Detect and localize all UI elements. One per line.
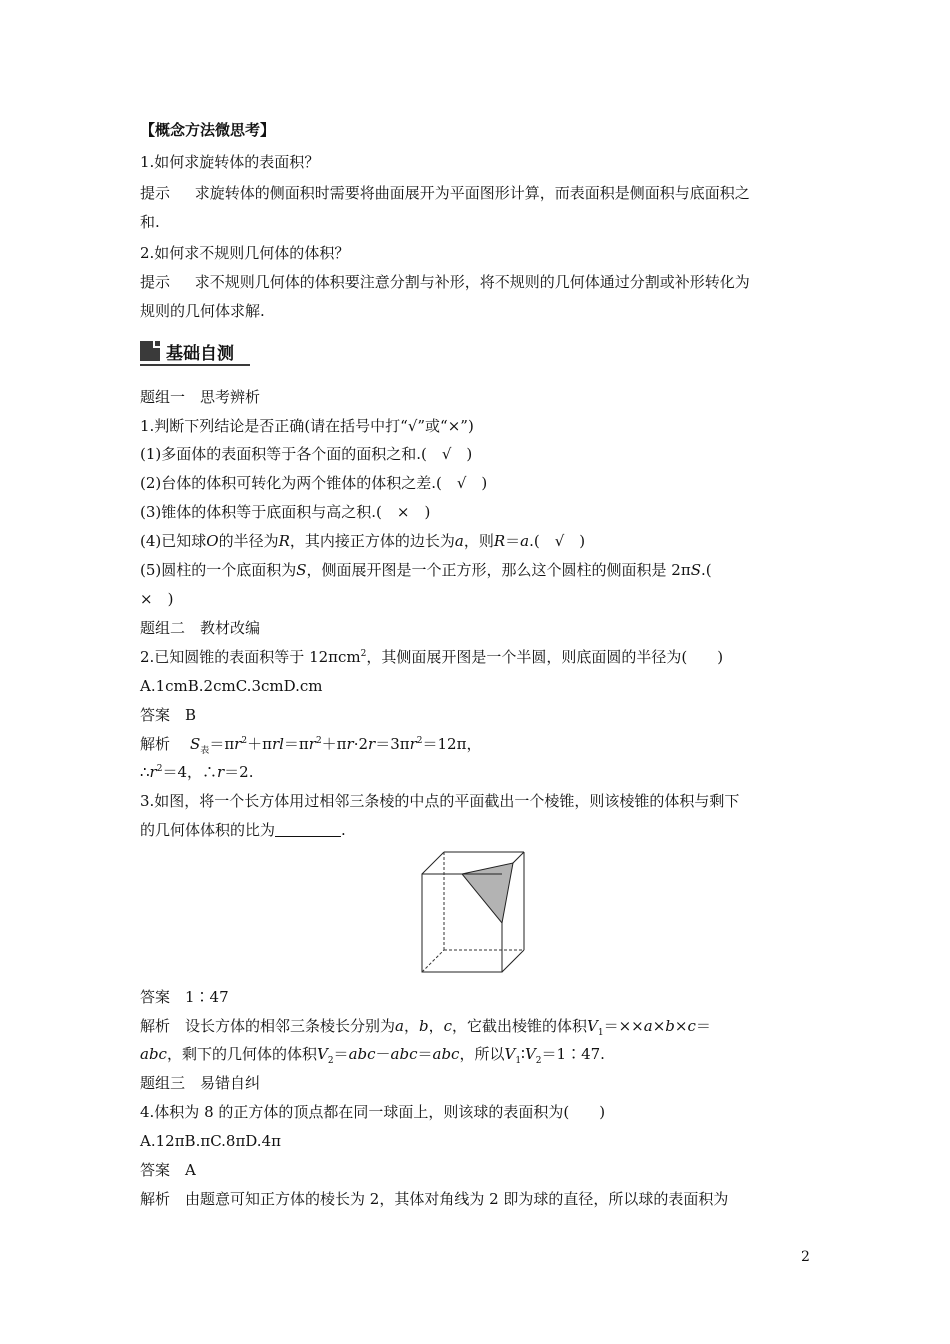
group2-q3: 3.如图，将一个长方体用过相邻三条棱的中点的平面截出一个棱锥，则该棱锥的体积与剩下 — [140, 792, 740, 810]
group1-s5: (5)圆柱的一个底面积为S，侧面展开图是一个正方形，那么这个圆柱的侧面积是 2πS.( — [140, 561, 712, 579]
group3-q4: 4.体积为 8 的正方体的顶点都在同一球面上，则该球的表面积为( ) — [140, 1103, 606, 1121]
hint-label: 提示 — [140, 184, 171, 202]
group1-s4: (4)已知球O的半径为R，其内接正方体的边长为a，则R＝a.( √ ) — [140, 532, 586, 550]
concept-q2-hint — [140, 272, 750, 292]
cuboid-edge — [422, 852, 444, 874]
group2-q3-cont: 的几何体体积的比为 . — [140, 821, 346, 839]
group2-q2-solution-cont: $\therefore r^2=4$，∴r＝2. — [140, 763, 254, 781]
group2-q3-solution: 解析 设长方体的相邻三条棱长分别为a，b，c，它截出棱锥的体积$V_1=\times\times a\times b\times c=$ — [140, 1017, 711, 1038]
group2-q2-answer: 答案 B — [140, 706, 197, 724]
concept-q1-hint-cont: 和. — [140, 213, 160, 231]
concept-q2-hint-cont: 规则的几何体求解. — [140, 302, 265, 320]
group2-q2: 2.已知圆锥的表面积等于 12πcm$^2$，其侧面展开图是一个半圆，则底面圆的半径为( ) — [140, 648, 724, 666]
group1-s2: (2)台体的体积可转化为两个锥体的体积之差.( √ ) — [140, 474, 488, 492]
group2-q2-solution: 解析 $S_表=\pi r^2+\pi rl=\pi r^2+\pi r\cdot 2r=3\pi r^2=12\pi$， — [140, 735, 482, 756]
pyramid-cut — [462, 863, 513, 923]
hint-text: 求不规则几何体的体积要注意分割与补形，将不规则的几何体通过分割或补形转化为 — [194, 273, 750, 291]
group3-q4-solution: 解析 由题意可知正方体的棱长为 2，其体对角线为 2 即为球的直径，所以球的表面积为 — [140, 1190, 729, 1208]
group2-q3-solution-cont: abc，剩下的几何体的体积$V_2=abc-abc=abc$，所以$V_1∶V_2=1∶47$. — [140, 1045, 605, 1066]
cuboid-figure — [418, 848, 530, 974]
group2-q2-options: A.1cmB.2cmC.3cmD.cm — [140, 677, 323, 695]
cuboid-edge — [502, 950, 524, 972]
section-heading — [140, 338, 234, 364]
group2-q3-answer: 答案 1∶47 — [140, 988, 229, 1006]
concept-q1-hint — [140, 183, 750, 203]
group1-title: 题组一 思考辨析 — [140, 388, 261, 406]
group2-title: 题组二 教材改编 — [140, 619, 261, 637]
group1-s1: (1)多面体的表面积等于各个面的面积之和.( √ ) — [140, 445, 473, 463]
concept-q1: 1.如何求旋转体的表面积？ — [140, 153, 320, 171]
hint-text: 求旋转体的侧面积时需要将曲面展开为平面图形计算，而表面积是侧面积与底面积之 — [194, 184, 750, 202]
section-marker-icon — [140, 341, 160, 361]
page-number: 2 — [801, 1249, 810, 1265]
hint-label: 提示 — [140, 273, 171, 291]
concept-q2: 2.如何求不规则几何体的体积？ — [140, 244, 350, 262]
cuboid-hidden-edge — [422, 950, 444, 972]
group1-s3: (3)锥体的体积等于底面积与高之积.( × ) — [140, 503, 431, 521]
group3-title: 题组三 易错自纠 — [140, 1074, 261, 1092]
group3-q4-answer: 答案 A — [140, 1161, 196, 1179]
section-heading-underline — [140, 364, 250, 366]
answer-blank[interactable] — [275, 822, 341, 837]
group3-q4-options: A.12πB.πC.8πD.4π — [140, 1132, 281, 1150]
group1-s5-cont: × ) — [140, 590, 174, 608]
concept-title: 【概念方法微思考】 — [140, 121, 276, 139]
section-heading-text: 基础自测 — [166, 343, 234, 364]
group1-q1: 1.判断下列结论是否正确(请在括号中打“√”或“×”) — [140, 417, 474, 435]
